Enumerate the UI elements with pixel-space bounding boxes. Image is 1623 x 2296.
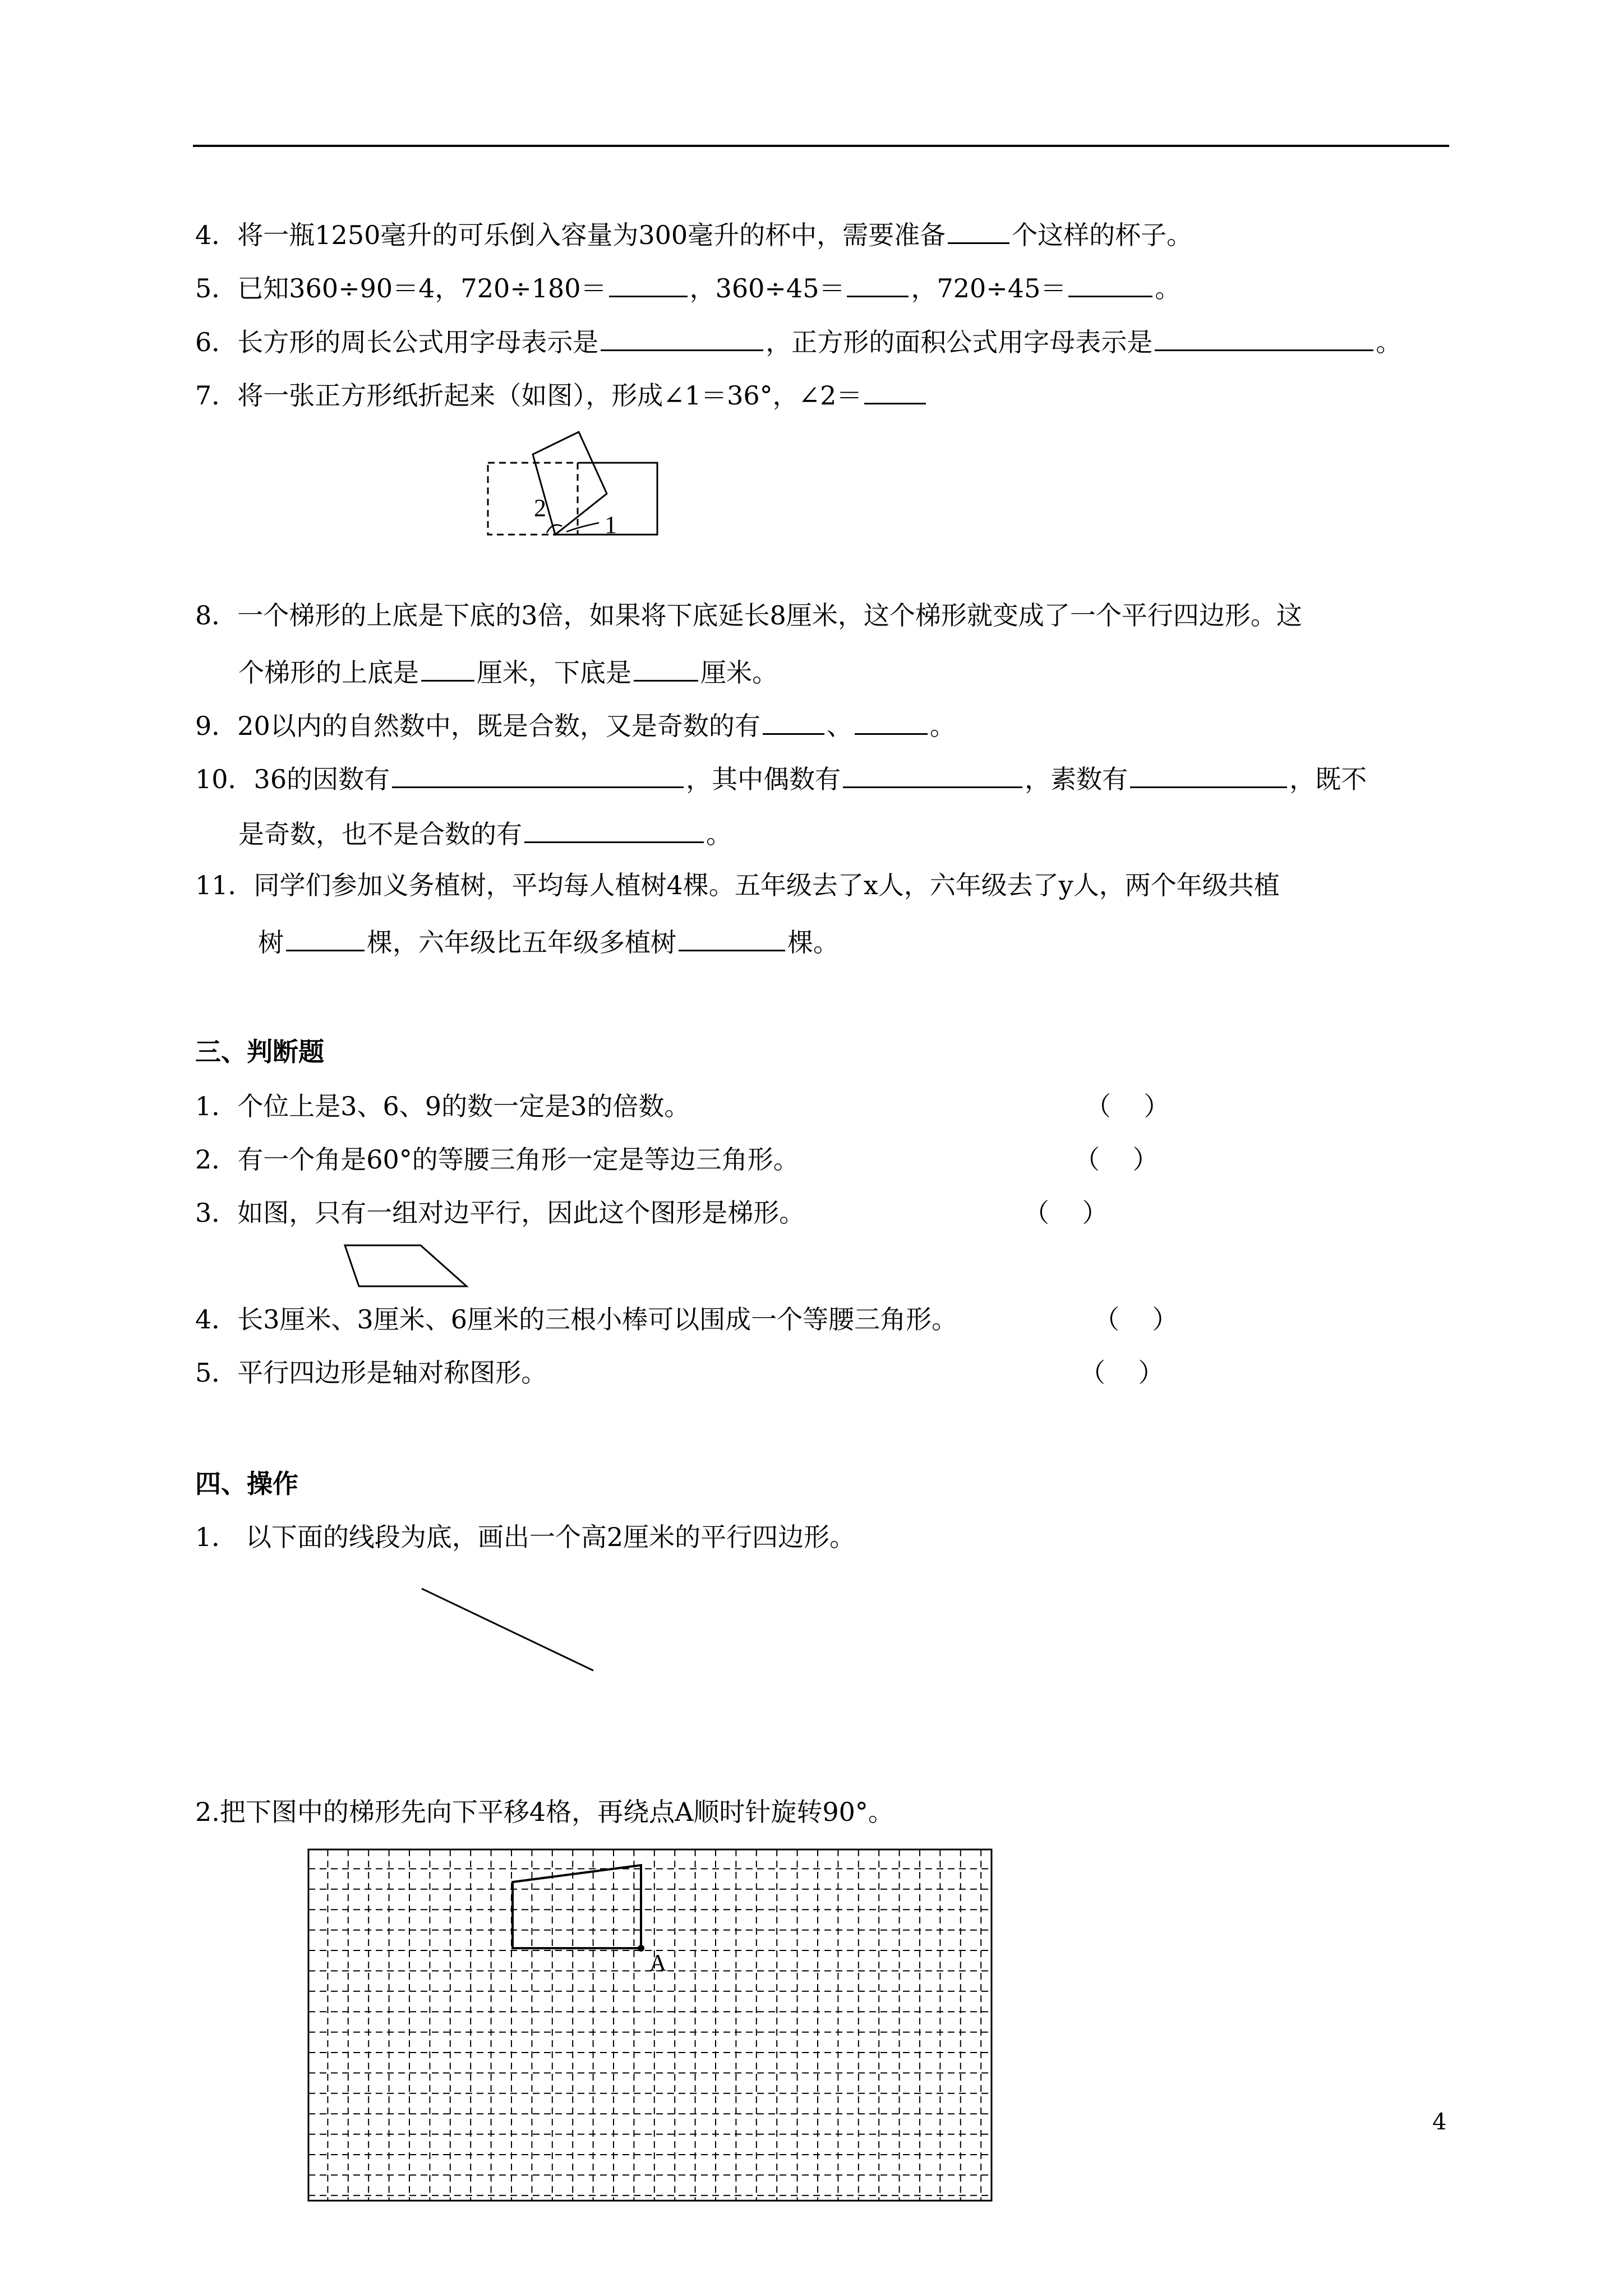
question-text: ，其中偶数有 <box>686 764 841 794</box>
question-text: ，360÷45＝ <box>689 273 845 303</box>
question-text: ，720÷45＝ <box>911 273 1067 303</box>
question-text: 厘米，下底是 <box>477 657 631 688</box>
question-text: 、 <box>826 711 852 741</box>
question-number: 4． <box>195 220 238 250</box>
question-number: 6． <box>195 327 238 357</box>
question-text: 棵。 <box>787 927 839 958</box>
question-text: 厘米。 <box>700 657 778 688</box>
question-number: 9． <box>195 711 238 741</box>
question-4 <box>195 214 1192 252</box>
angle-1-label: 1 <box>605 511 617 539</box>
answer-blank[interactable] <box>286 922 365 951</box>
answer-blank[interactable] <box>1068 268 1152 297</box>
grid-lines <box>308 1849 992 2201</box>
question-text: 棵，六年级比五年级多植树 <box>367 927 676 958</box>
question-10-cont <box>238 813 732 851</box>
folded-area-outline <box>488 463 578 535</box>
question-text: ，正方形的面积公式用字母表示是 <box>766 327 1153 357</box>
question-text: 。 <box>929 711 956 741</box>
question-text: 个梯形的上底是 <box>238 657 419 688</box>
base-segment-figure <box>415 1582 600 1677</box>
answer-blank[interactable] <box>763 705 824 735</box>
answer-blank[interactable] <box>864 375 926 404</box>
trapezoid-figure <box>342 1243 471 1293</box>
answer-blank[interactable] <box>855 705 928 735</box>
answer-blank[interactable] <box>609 268 688 297</box>
question-text: 。 <box>1155 273 1181 303</box>
answer-blank[interactable] <box>847 268 909 297</box>
angle-2-label: 2 <box>534 494 546 522</box>
trapezoid-shape <box>345 1245 467 1286</box>
question-8-cont <box>238 652 778 689</box>
question-text: 36的因数有 <box>253 764 390 794</box>
question-number: 10． <box>195 764 254 794</box>
question-text: ，素数有 <box>1025 764 1128 794</box>
question-text: 树 <box>258 927 284 958</box>
answer-blank[interactable] <box>421 652 474 682</box>
answer-blank[interactable] <box>392 758 684 788</box>
answer-blank[interactable] <box>634 652 698 682</box>
section-judge-title: 三、判断题 <box>195 1037 324 1067</box>
question-9 <box>195 705 956 743</box>
operate-question-2: 2.把下图中的梯形先向下平移4格，再绕点A顺时针旋转90°。 <box>195 1797 894 1827</box>
question-text: 将一瓶1250毫升的可乐倒入容量为300毫升的杯中，需要准备 <box>237 220 946 250</box>
question-text: 同学们参加义务植树，平均每人植树4棵。五年级去了x人，六年级去了y人，两个年级共植 <box>253 870 1280 900</box>
judge-answer-2[interactable]: （ ） <box>1074 1144 1159 1175</box>
question-11-cont <box>258 922 839 959</box>
question-7 <box>195 375 928 412</box>
question-text: 。 <box>706 819 732 849</box>
judge-item-2: 2．有一个角是60°的等腰三角形一定是等边三角形。 <box>195 1144 799 1175</box>
question-number: 11． <box>195 870 254 900</box>
question-text: 20以内的自然数中，既是合数，又是奇数的有 <box>237 711 760 741</box>
answer-blank[interactable] <box>843 758 1022 788</box>
grid-figure <box>307 1848 993 2202</box>
operate-question-1: 1． 以下面的线段为底，画出一个高2厘米的平行四边形。 <box>195 1522 856 1552</box>
question-10 <box>195 758 1367 796</box>
folded-paper-figure <box>482 426 662 539</box>
angle-1-arc <box>566 523 599 532</box>
answer-blank[interactable] <box>524 813 704 843</box>
question-text: 已知360÷90＝4，720÷180＝ <box>237 273 607 303</box>
page-number: 4 <box>1432 2109 1447 2135</box>
judge-answer-1[interactable]: （ ） <box>1085 1091 1170 1121</box>
question-text: 是奇数，也不是合数的有 <box>238 819 522 849</box>
judge-item-1: 1．个位上是3、6、9的数一定是3的倍数。 <box>195 1091 690 1121</box>
point-a-label: A <box>649 1950 667 1976</box>
question-5 <box>195 268 1181 305</box>
answer-blank[interactable] <box>679 922 785 951</box>
point-a-marker <box>638 1945 644 1952</box>
question-8 <box>195 599 1302 632</box>
question-text: 个这样的杯子。 <box>1012 220 1193 250</box>
judge-answer-5[interactable]: （ ） <box>1080 1358 1164 1388</box>
question-number: 8． <box>195 600 238 631</box>
question-text: 一个梯形的上底是下底的3倍，如果将下底延长8厘米，这个梯形就变成了一个平行四边形。这 <box>237 600 1302 631</box>
judge-answer-3[interactable]: （ ） <box>1023 1198 1108 1228</box>
grid-border <box>308 1849 992 2201</box>
question-text: ，既不 <box>1289 764 1367 794</box>
answer-blank[interactable] <box>1130 758 1287 788</box>
judge-answer-4[interactable]: （ ） <box>1094 1304 1178 1335</box>
base-segment <box>422 1589 593 1671</box>
section-operate-title: 四、操作 <box>195 1469 298 1499</box>
question-11 <box>195 868 1280 902</box>
question-6 <box>195 321 1401 359</box>
answer-blank[interactable] <box>601 321 763 351</box>
judge-item-3: 3．如图，只有一组对边平行，因此这个图形是梯形。 <box>195 1198 805 1228</box>
judge-item-5: 5．平行四边形是轴对称图形。 <box>195 1358 547 1388</box>
header-rule <box>193 145 1449 147</box>
question-text: 将一张正方形纸折起来（如图），形成∠1＝36°，∠2＝ <box>237 380 863 411</box>
answer-blank[interactable] <box>948 214 1009 244</box>
question-text: 。 <box>1376 327 1402 357</box>
question-number: 7． <box>195 380 238 411</box>
question-text: 长方形的周长公式用字母表示是 <box>237 327 599 357</box>
question-number: 5． <box>195 273 238 303</box>
judge-item-4: 4．长3厘米、3厘米、6厘米的三根小棒可以围成一个等腰三角形。 <box>195 1304 958 1335</box>
answer-blank[interactable] <box>1155 321 1373 351</box>
